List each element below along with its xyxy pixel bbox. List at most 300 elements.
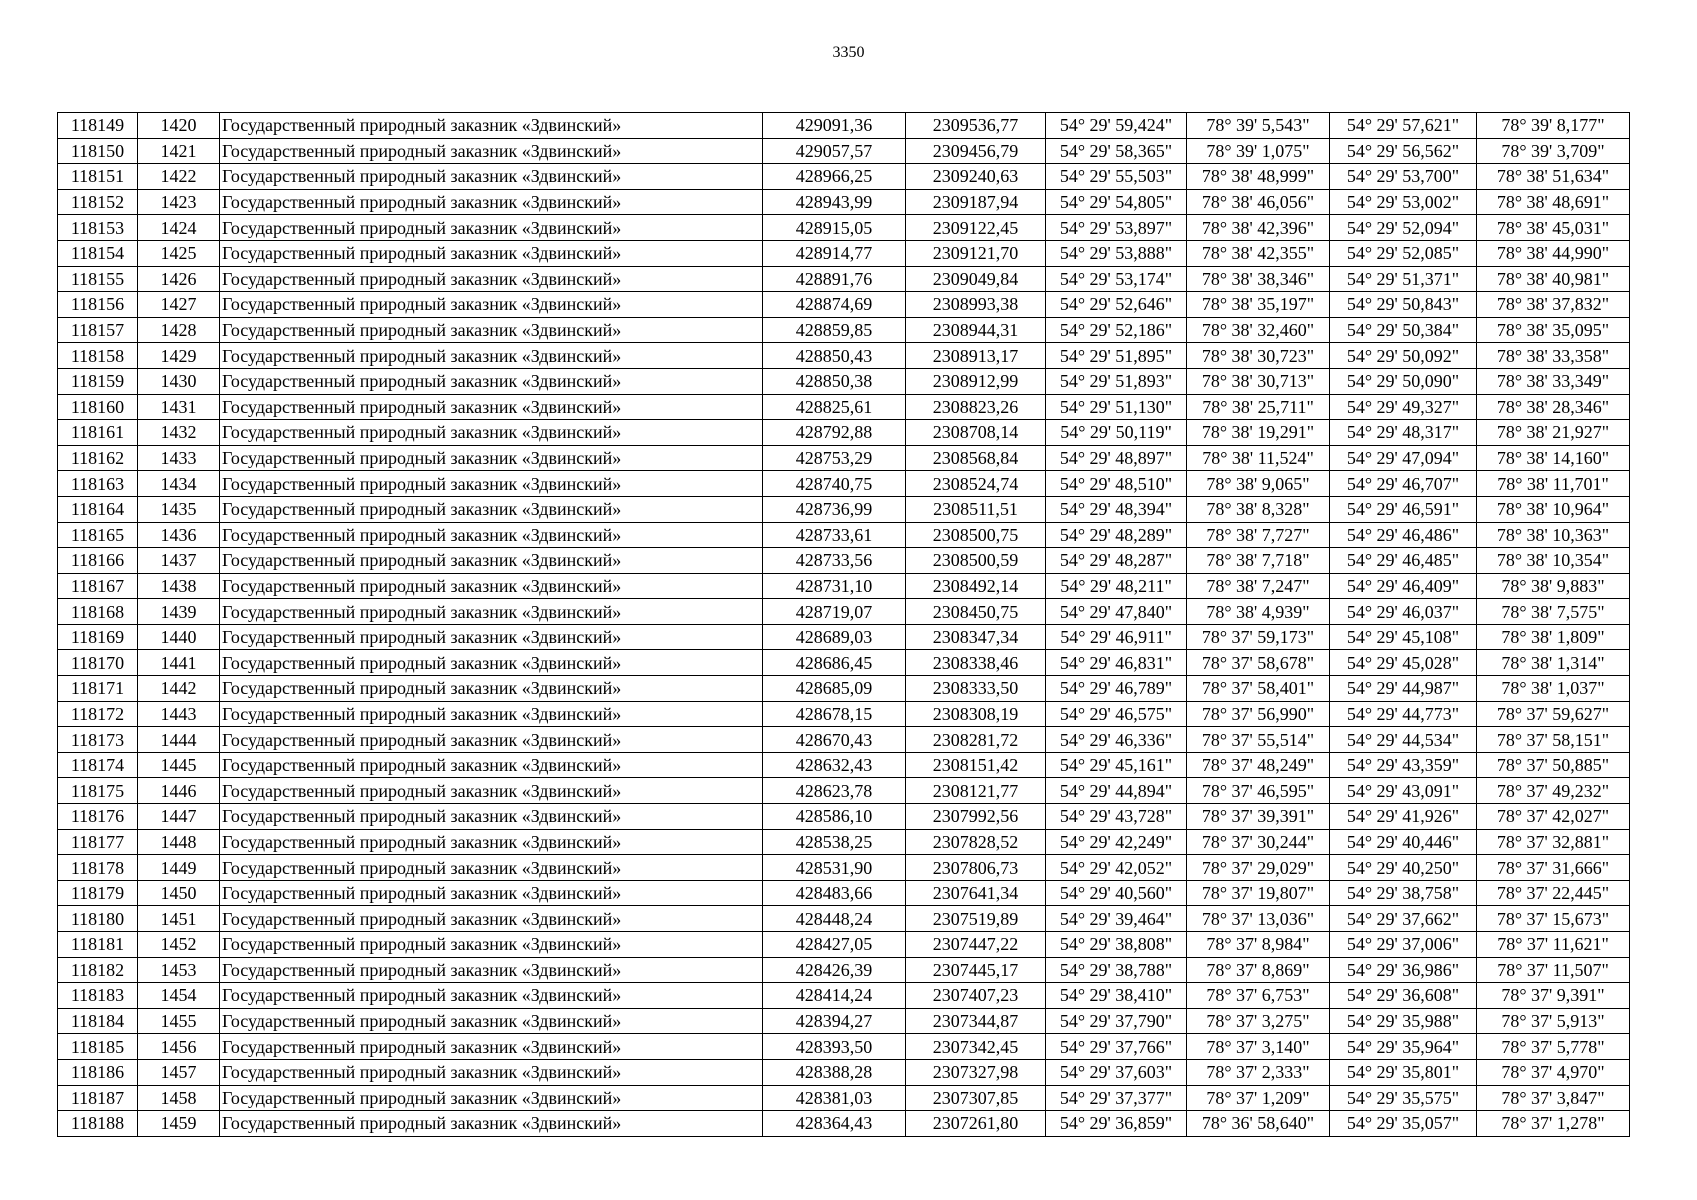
latitude-a-cell: 54° 29' 43,728" [1046,804,1187,830]
record-id-cell: 118160 [58,394,138,420]
coordinates-table [57,112,1630,1137]
record-id-cell: 118163 [58,471,138,497]
longitude-b-cell: 78° 37' 5,913" [1477,1008,1630,1034]
longitude-b-cell: 78° 37' 15,673" [1477,906,1630,932]
record-id-cell: 118151 [58,164,138,190]
latitude-a-cell: 54° 29' 48,211" [1046,573,1187,599]
latitude-a-cell: 54° 29' 36,859" [1046,1111,1187,1137]
table-row [58,420,1630,446]
point-number-cell: 1453 [138,957,220,983]
point-number-cell: 1435 [138,496,220,522]
record-id-cell: 118184 [58,1008,138,1034]
y-coordinate-cell: 2308993,38 [906,292,1046,318]
x-coordinate-cell: 428388,28 [763,1059,906,1085]
longitude-b-cell: 78° 38' 9,883" [1477,573,1630,599]
longitude-b-cell: 78° 38' 11,701" [1477,471,1630,497]
longitude-a-cell: 78° 37' 55,514" [1187,727,1330,753]
latitude-a-cell: 54° 29' 48,287" [1046,548,1187,574]
longitude-a-cell: 78° 39' 5,543" [1187,113,1330,139]
longitude-b-cell: 78° 38' 1,037" [1477,676,1630,702]
x-coordinate-cell: 428740,75 [763,471,906,497]
x-coordinate-cell: 428733,61 [763,522,906,548]
longitude-a-cell: 78° 38' 7,247" [1187,573,1330,599]
longitude-a-cell: 78° 39' 1,075" [1187,138,1330,164]
point-number-cell: 1425 [138,240,220,266]
latitude-a-cell: 54° 29' 53,174" [1046,266,1187,292]
zone-name-cell: Государственный природный заказник «Здвинский» [220,1008,763,1034]
longitude-a-cell: 78° 37' 8,984" [1187,932,1330,958]
y-coordinate-cell: 2308500,59 [906,548,1046,574]
zone-name-cell: Государственный природный заказник «Здвинский» [220,496,763,522]
zone-name-cell: Государственный природный заказник «Здвинский» [220,292,763,318]
longitude-a-cell: 78° 38' 7,727" [1187,522,1330,548]
longitude-b-cell: 78° 38' 7,575" [1477,599,1630,625]
x-coordinate-cell: 428586,10 [763,804,906,830]
table-row [58,164,1630,190]
longitude-a-cell: 78° 38' 32,460" [1187,317,1330,343]
record-id-cell: 118186 [58,1059,138,1085]
latitude-b-cell: 54° 29' 57,621" [1330,113,1477,139]
latitude-b-cell: 54° 29' 35,575" [1330,1085,1477,1111]
latitude-a-cell: 54° 29' 48,510" [1046,471,1187,497]
longitude-a-cell: 78° 37' 59,173" [1187,624,1330,650]
zone-name-cell: Государственный природный заказник «Здвинский» [220,573,763,599]
record-id-cell: 118165 [58,522,138,548]
x-coordinate-cell: 428891,76 [763,266,906,292]
latitude-a-cell: 54° 29' 37,603" [1046,1059,1187,1085]
record-id-cell: 118149 [58,113,138,139]
y-coordinate-cell: 2308823,26 [906,394,1046,420]
point-number-cell: 1438 [138,573,220,599]
table-row [58,880,1630,906]
longitude-a-cell: 78° 38' 48,999" [1187,164,1330,190]
zone-name-cell: Государственный природный заказник «Здвинский» [220,829,763,855]
longitude-a-cell: 78° 38' 42,396" [1187,215,1330,241]
point-number-cell: 1449 [138,855,220,881]
latitude-b-cell: 54° 29' 37,006" [1330,932,1477,958]
zone-name-cell: Государственный природный заказник «Здвинский» [220,317,763,343]
latitude-a-cell: 54° 29' 37,377" [1046,1085,1187,1111]
table-row [58,932,1630,958]
table-row [58,804,1630,830]
point-number-cell: 1445 [138,752,220,778]
latitude-a-cell: 54° 29' 50,119" [1046,420,1187,446]
y-coordinate-cell: 2308913,17 [906,343,1046,369]
longitude-b-cell: 78° 39' 3,709" [1477,138,1630,164]
point-number-cell: 1432 [138,420,220,446]
longitude-a-cell: 78° 38' 42,355" [1187,240,1330,266]
zone-name-cell: Государственный природный заказник «Здвинский» [220,880,763,906]
x-coordinate-cell: 429091,36 [763,113,906,139]
latitude-b-cell: 54° 29' 45,028" [1330,650,1477,676]
table-row [58,240,1630,266]
y-coordinate-cell: 2309456,79 [906,138,1046,164]
longitude-b-cell: 78° 38' 10,964" [1477,496,1630,522]
longitude-a-cell: 78° 37' 56,990" [1187,701,1330,727]
x-coordinate-cell: 428394,27 [763,1008,906,1034]
point-number-cell: 1454 [138,983,220,1009]
zone-name-cell: Государственный природный заказник «Здвинский» [220,1085,763,1111]
latitude-b-cell: 54° 29' 38,758" [1330,880,1477,906]
longitude-a-cell: 78° 37' 6,753" [1187,983,1330,1009]
longitude-a-cell: 78° 37' 3,140" [1187,1034,1330,1060]
latitude-a-cell: 54° 29' 46,336" [1046,727,1187,753]
record-id-cell: 118182 [58,957,138,983]
point-number-cell: 1430 [138,368,220,394]
x-coordinate-cell: 428623,78 [763,778,906,804]
y-coordinate-cell: 2308492,14 [906,573,1046,599]
latitude-b-cell: 54° 29' 53,700" [1330,164,1477,190]
y-coordinate-cell: 2308500,75 [906,522,1046,548]
point-number-cell: 1423 [138,189,220,215]
latitude-a-cell: 54° 29' 52,186" [1046,317,1187,343]
latitude-a-cell: 54° 29' 47,840" [1046,599,1187,625]
latitude-a-cell: 54° 29' 40,560" [1046,880,1187,906]
record-id-cell: 118159 [58,368,138,394]
point-number-cell: 1442 [138,676,220,702]
longitude-a-cell: 78° 37' 58,401" [1187,676,1330,702]
latitude-a-cell: 54° 29' 38,808" [1046,932,1187,958]
latitude-b-cell: 54° 29' 44,773" [1330,701,1477,727]
record-id-cell: 118161 [58,420,138,446]
longitude-b-cell: 78° 37' 4,970" [1477,1059,1630,1085]
record-id-cell: 118176 [58,804,138,830]
record-id-cell: 118168 [58,599,138,625]
zone-name-cell: Государственный природный заказник «Здвинский» [220,548,763,574]
longitude-a-cell: 78° 38' 35,197" [1187,292,1330,318]
record-id-cell: 118157 [58,317,138,343]
x-coordinate-cell: 428364,43 [763,1111,906,1137]
point-number-cell: 1444 [138,727,220,753]
longitude-b-cell: 78° 38' 14,160" [1477,445,1630,471]
x-coordinate-cell: 428825,61 [763,394,906,420]
latitude-b-cell: 54° 29' 52,094" [1330,215,1477,241]
y-coordinate-cell: 2309240,63 [906,164,1046,190]
zone-name-cell: Государственный природный заказник «Здвинский» [220,266,763,292]
latitude-a-cell: 54° 29' 42,052" [1046,855,1187,881]
latitude-a-cell: 54° 29' 53,897" [1046,215,1187,241]
longitude-a-cell: 78° 38' 19,291" [1187,420,1330,446]
latitude-a-cell: 54° 29' 48,897" [1046,445,1187,471]
zone-name-cell: Государственный природный заказник «Здвинский» [220,778,763,804]
zone-name-cell: Государственный природный заказник «Здвинский» [220,650,763,676]
x-coordinate-cell: 428915,05 [763,215,906,241]
x-coordinate-cell: 428874,69 [763,292,906,318]
zone-name-cell: Государственный природный заказник «Здвинский» [220,215,763,241]
latitude-b-cell: 54° 29' 46,707" [1330,471,1477,497]
table-row [58,394,1630,420]
x-coordinate-cell: 428792,88 [763,420,906,446]
record-id-cell: 118178 [58,855,138,881]
longitude-a-cell: 78° 38' 30,713" [1187,368,1330,394]
latitude-b-cell: 54° 29' 50,384" [1330,317,1477,343]
latitude-a-cell: 54° 29' 52,646" [1046,292,1187,318]
y-coordinate-cell: 2307261,80 [906,1111,1046,1137]
longitude-b-cell: 78° 38' 28,346" [1477,394,1630,420]
x-coordinate-cell: 428427,05 [763,932,906,958]
longitude-b-cell: 78° 38' 21,927" [1477,420,1630,446]
latitude-a-cell: 54° 29' 37,790" [1046,1008,1187,1034]
latitude-a-cell: 54° 29' 51,893" [1046,368,1187,394]
latitude-b-cell: 54° 29' 40,446" [1330,829,1477,855]
zone-name-cell: Государственный природный заказник «Здвинский» [220,983,763,1009]
longitude-b-cell: 78° 38' 40,981" [1477,266,1630,292]
latitude-b-cell: 54° 29' 43,359" [1330,752,1477,778]
table-row [58,189,1630,215]
longitude-b-cell: 78° 38' 35,095" [1477,317,1630,343]
x-coordinate-cell: 428531,90 [763,855,906,881]
longitude-b-cell: 78° 37' 9,391" [1477,983,1630,1009]
latitude-a-cell: 54° 29' 37,766" [1046,1034,1187,1060]
longitude-b-cell: 78° 38' 45,031" [1477,215,1630,241]
record-id-cell: 118169 [58,624,138,650]
y-coordinate-cell: 2308568,84 [906,445,1046,471]
point-number-cell: 1441 [138,650,220,676]
latitude-a-cell: 54° 29' 53,888" [1046,240,1187,266]
record-id-cell: 118174 [58,752,138,778]
table-row [58,445,1630,471]
latitude-b-cell: 54° 29' 46,485" [1330,548,1477,574]
longitude-a-cell: 78° 38' 8,328" [1187,496,1330,522]
latitude-b-cell: 54° 29' 51,371" [1330,266,1477,292]
latitude-b-cell: 54° 29' 35,801" [1330,1059,1477,1085]
x-coordinate-cell: 428632,43 [763,752,906,778]
latitude-a-cell: 54° 29' 46,831" [1046,650,1187,676]
table-row [58,343,1630,369]
latitude-b-cell: 54° 29' 56,562" [1330,138,1477,164]
point-number-cell: 1440 [138,624,220,650]
y-coordinate-cell: 2308308,19 [906,701,1046,727]
record-id-cell: 118158 [58,343,138,369]
y-coordinate-cell: 2307447,22 [906,932,1046,958]
longitude-b-cell: 78° 37' 42,027" [1477,804,1630,830]
latitude-b-cell: 54° 29' 46,037" [1330,599,1477,625]
record-id-cell: 118162 [58,445,138,471]
page-number: 3350 [832,44,865,61]
record-id-cell: 118183 [58,983,138,1009]
x-coordinate-cell: 428448,24 [763,906,906,932]
longitude-b-cell: 78° 37' 49,232" [1477,778,1630,804]
table-row [58,573,1630,599]
zone-name-cell: Государственный природный заказник «Здвинский» [220,932,763,958]
longitude-a-cell: 78° 37' 1,209" [1187,1085,1330,1111]
latitude-b-cell: 54° 29' 35,988" [1330,1008,1477,1034]
table-row [58,624,1630,650]
record-id-cell: 118150 [58,138,138,164]
record-id-cell: 118181 [58,932,138,958]
zone-name-cell: Государственный природный заказник «Здвинский» [220,624,763,650]
latitude-b-cell: 54° 29' 35,057" [1330,1111,1477,1137]
table-row [58,522,1630,548]
table-row [58,1085,1630,1111]
longitude-a-cell: 78° 38' 7,718" [1187,548,1330,574]
point-number-cell: 1434 [138,471,220,497]
y-coordinate-cell: 2307828,52 [906,829,1046,855]
point-number-cell: 1451 [138,906,220,932]
longitude-a-cell: 78° 37' 2,333" [1187,1059,1330,1085]
y-coordinate-cell: 2308151,42 [906,752,1046,778]
latitude-a-cell: 54° 29' 42,249" [1046,829,1187,855]
longitude-a-cell: 78° 38' 11,524" [1187,445,1330,471]
y-coordinate-cell: 2308450,75 [906,599,1046,625]
record-id-cell: 118188 [58,1111,138,1137]
x-coordinate-cell: 428538,25 [763,829,906,855]
latitude-b-cell: 54° 29' 50,090" [1330,368,1477,394]
zone-name-cell: Государственный природный заказник «Здвинский» [220,1111,763,1137]
longitude-a-cell: 78° 37' 13,036" [1187,906,1330,932]
longitude-a-cell: 78° 37' 58,678" [1187,650,1330,676]
y-coordinate-cell: 2307307,85 [906,1085,1046,1111]
y-coordinate-cell: 2307992,56 [906,804,1046,830]
zone-name-cell: Государственный природный заказник «Здвинский» [220,240,763,266]
latitude-b-cell: 54° 29' 52,085" [1330,240,1477,266]
table-row [58,957,1630,983]
longitude-a-cell: 78° 37' 19,807" [1187,880,1330,906]
zone-name-cell: Государственный природный заказник «Здвинский» [220,420,763,446]
x-coordinate-cell: 428850,43 [763,343,906,369]
record-id-cell: 118170 [58,650,138,676]
y-coordinate-cell: 2307342,45 [906,1034,1046,1060]
table-row [58,727,1630,753]
table-row [58,855,1630,881]
point-number-cell: 1428 [138,317,220,343]
record-id-cell: 118155 [58,266,138,292]
x-coordinate-cell: 429057,57 [763,138,906,164]
latitude-b-cell: 54° 29' 43,091" [1330,778,1477,804]
zone-name-cell: Государственный природный заказник «Здвинский» [220,113,763,139]
y-coordinate-cell: 2308338,46 [906,650,1046,676]
record-id-cell: 118177 [58,829,138,855]
longitude-b-cell: 78° 38' 10,363" [1477,522,1630,548]
longitude-b-cell: 78° 37' 50,885" [1477,752,1630,778]
zone-name-cell: Государственный природный заказник «Здвинский» [220,1059,763,1085]
zone-name-cell: Государственный природный заказник «Здвинский» [220,164,763,190]
zone-name-cell: Государственный природный заказник «Здвинский» [220,752,763,778]
table-row [58,906,1630,932]
latitude-b-cell: 54° 29' 40,250" [1330,855,1477,881]
latitude-b-cell: 54° 29' 47,094" [1330,445,1477,471]
latitude-b-cell: 54° 29' 41,926" [1330,804,1477,830]
y-coordinate-cell: 2308511,51 [906,496,1046,522]
latitude-b-cell: 54° 29' 46,591" [1330,496,1477,522]
y-coordinate-cell: 2307327,98 [906,1059,1046,1085]
table-body [58,113,1630,1137]
longitude-a-cell: 78° 36' 58,640" [1187,1111,1330,1137]
table-row [58,266,1630,292]
zone-name-cell: Государственный природный заказник «Здвинский» [220,599,763,625]
longitude-a-cell: 78° 37' 48,249" [1187,752,1330,778]
y-coordinate-cell: 2308333,50 [906,676,1046,702]
latitude-a-cell: 54° 29' 39,464" [1046,906,1187,932]
longitude-a-cell: 78° 37' 30,244" [1187,829,1330,855]
zone-name-cell: Государственный природный заказник «Здвинский» [220,906,763,932]
longitude-a-cell: 78° 38' 25,711" [1187,394,1330,420]
y-coordinate-cell: 2308281,72 [906,727,1046,753]
table-row [58,650,1630,676]
record-id-cell: 118185 [58,1034,138,1060]
y-coordinate-cell: 2307519,89 [906,906,1046,932]
longitude-b-cell: 78° 37' 3,847" [1477,1085,1630,1111]
longitude-a-cell: 78° 38' 38,346" [1187,266,1330,292]
point-number-cell: 1429 [138,343,220,369]
latitude-b-cell: 54° 29' 35,964" [1330,1034,1477,1060]
zone-name-cell: Государственный природный заказник «Здвинский» [220,189,763,215]
x-coordinate-cell: 428966,25 [763,164,906,190]
x-coordinate-cell: 428685,09 [763,676,906,702]
y-coordinate-cell: 2308524,74 [906,471,1046,497]
record-id-cell: 118154 [58,240,138,266]
longitude-b-cell: 78° 38' 44,990" [1477,240,1630,266]
latitude-a-cell: 54° 29' 45,161" [1046,752,1187,778]
table-row [58,829,1630,855]
longitude-b-cell: 78° 38' 33,358" [1477,343,1630,369]
longitude-a-cell: 78° 38' 46,056" [1187,189,1330,215]
longitude-a-cell: 78° 38' 9,065" [1187,471,1330,497]
zone-name-cell: Государственный природный заказник «Здвинский» [220,138,763,164]
latitude-a-cell: 54° 29' 58,365" [1046,138,1187,164]
y-coordinate-cell: 2308912,99 [906,368,1046,394]
y-coordinate-cell: 2308944,31 [906,317,1046,343]
longitude-b-cell: 78° 38' 1,809" [1477,624,1630,650]
latitude-b-cell: 54° 29' 37,662" [1330,906,1477,932]
record-id-cell: 118153 [58,215,138,241]
x-coordinate-cell: 428859,85 [763,317,906,343]
record-id-cell: 118152 [58,189,138,215]
latitude-b-cell: 54° 29' 46,486" [1330,522,1477,548]
longitude-b-cell: 78° 37' 22,445" [1477,880,1630,906]
point-number-cell: 1433 [138,445,220,471]
table-row [58,1034,1630,1060]
x-coordinate-cell: 428381,03 [763,1085,906,1111]
y-coordinate-cell: 2308347,34 [906,624,1046,650]
longitude-b-cell: 78° 38' 48,691" [1477,189,1630,215]
point-number-cell: 1456 [138,1034,220,1060]
x-coordinate-cell: 428483,66 [763,880,906,906]
latitude-b-cell: 54° 29' 36,986" [1330,957,1477,983]
y-coordinate-cell: 2308121,77 [906,778,1046,804]
y-coordinate-cell: 2307344,87 [906,1008,1046,1034]
latitude-a-cell: 54° 29' 54,805" [1046,189,1187,215]
x-coordinate-cell: 428943,99 [763,189,906,215]
latitude-a-cell: 54° 29' 38,788" [1046,957,1187,983]
table-row [58,368,1630,394]
y-coordinate-cell: 2309121,70 [906,240,1046,266]
x-coordinate-cell: 428736,99 [763,496,906,522]
point-number-cell: 1452 [138,932,220,958]
point-number-cell: 1422 [138,164,220,190]
zone-name-cell: Государственный природный заказник «Здвинский» [220,701,763,727]
y-coordinate-cell: 2307806,73 [906,855,1046,881]
table-row [58,138,1630,164]
point-number-cell: 1420 [138,113,220,139]
point-number-cell: 1450 [138,880,220,906]
latitude-a-cell: 54° 29' 48,289" [1046,522,1187,548]
zone-name-cell: Государственный природный заказник «Здвинский» [220,1034,763,1060]
table-row [58,1059,1630,1085]
table-row [58,676,1630,702]
table-row [58,496,1630,522]
latitude-b-cell: 54° 29' 46,409" [1330,573,1477,599]
y-coordinate-cell: 2309122,45 [906,215,1046,241]
point-number-cell: 1426 [138,266,220,292]
x-coordinate-cell: 428689,03 [763,624,906,650]
point-number-cell: 1424 [138,215,220,241]
point-number-cell: 1431 [138,394,220,420]
table-row [58,701,1630,727]
longitude-b-cell: 78° 37' 58,151" [1477,727,1630,753]
y-coordinate-cell: 2309536,77 [906,113,1046,139]
table-row [58,983,1630,1009]
